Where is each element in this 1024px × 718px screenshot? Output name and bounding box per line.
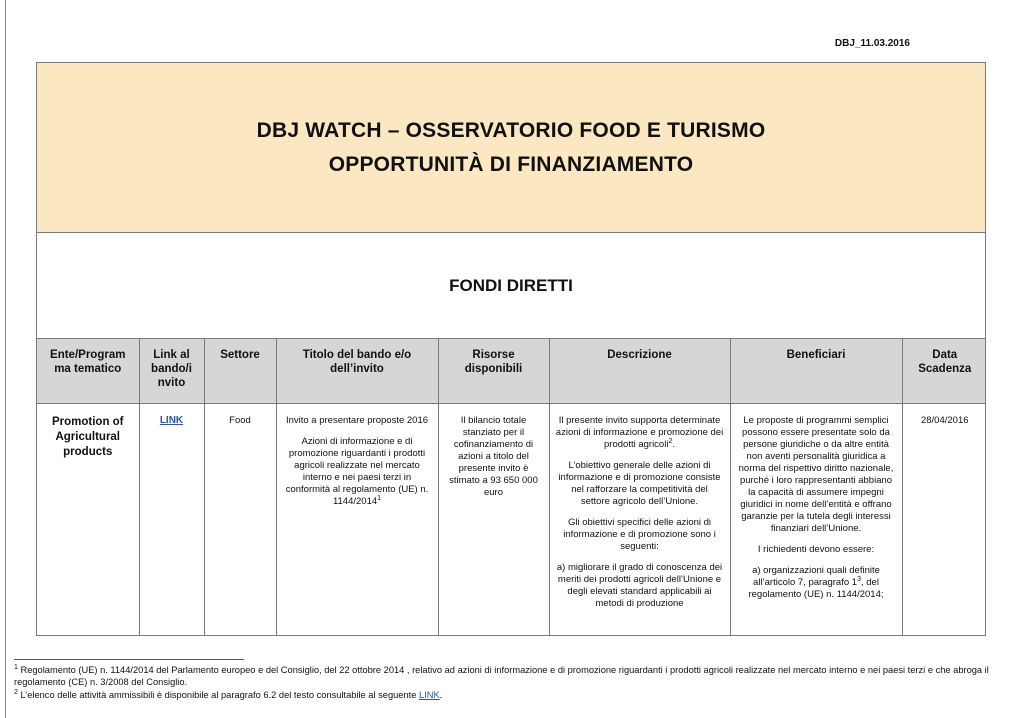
programme-name: Promotion of Agricultural products	[51, 415, 124, 458]
sector-value: Food	[229, 414, 251, 426]
footnote-2-end: .	[439, 690, 443, 700]
beneficiaries-para-1: Le proposte di programmi semplici possono essere presentate solo da persone giuridiche o da altre entità non aventi personalità giuridica a norma del rispettivo diritto nazionale, purché i loro rappresentanti abbiano la capacità di assumere impegni giuridici in nome dell’entità e offrano garanzie per la tutela degli interessi finanziari dell’Unione.	[738, 414, 894, 534]
header-deadline: Data Scadenza	[902, 339, 986, 403]
cell-link	[139, 403, 204, 636]
title-banner	[37, 63, 985, 233]
page-left-edge	[5, 0, 6, 718]
table-header-row	[37, 339, 986, 403]
cell-description	[549, 403, 730, 636]
footnotes	[14, 664, 1014, 702]
footnote-2-number: 2	[14, 688, 18, 696]
footnote-2-link[interactable]: LINK	[418, 690, 440, 700]
footnote-ref-3[interactable]: 3	[857, 575, 861, 583]
cell-deadline	[902, 403, 986, 636]
description-para-3: Gli obiettivi specifici delle azioni di informazione e di promozione sono i seguenti:	[563, 516, 716, 552]
description-para-2: L’obiettivo generale delle azioni di informazione e di promozione consiste nel rafforzare la competitività del settore agricolo dell’Unione.	[558, 459, 721, 507]
description-para-4: a) migliorare il grado di conoscenza dei meriti dei prodotti agricoli dell’Unione e degli elevati standard applicabili ai metodi di produzione	[556, 561, 723, 609]
call-title: Invito a presentare proposte 2016	[285, 414, 429, 426]
section-title: FONDI DIRETTI	[449, 275, 573, 295]
beneficiaries-para-3-end: , del regolamento (UE) n. 1144/2014;	[748, 576, 884, 600]
description-para-1	[556, 415, 724, 451]
header-programme: Ente/Program ma tematico	[37, 339, 139, 403]
footnote-1-text: Regolamento (UE) n. 1144/2014 del Parlamento europeo e del Consiglio, del 22 ottobre 2014 , relativo ad azioni di informazione e di promozione riguardanti i prodotti agricoli realizzate nel mercato interno e nei paesi terzi e che abroga il regolamento (CE) n. 3/2008 del Consiglio.	[14, 665, 989, 687]
footnote-ref-1[interactable]: 1	[377, 494, 382, 502]
funding-table	[37, 339, 986, 636]
footnote-2-text: L’elenco delle attività ammissibili è disponibile al paragrafo 6.2 del testo consultabile al seguente	[20, 690, 417, 700]
call-subject	[283, 436, 432, 508]
call-link[interactable]: LINK	[159, 414, 184, 426]
deadline-value: 28/04/2016	[920, 414, 969, 426]
header-sector: Settore	[204, 339, 276, 403]
beneficiaries-para-3-text: a) organizzazioni quali definite all’articolo 7, paragrafo 1	[752, 564, 880, 588]
banner-subtitle: OPPORTUNITÀ DI FINANZIAMENTO	[328, 152, 694, 176]
resources-text: Il bilancio totale stanziato per il cofinanziamento di azioni a titolo del presente invito è stimato a 93 650 000 euro	[449, 414, 538, 498]
cell-title	[276, 403, 438, 636]
description-para-1-end: .	[672, 438, 675, 450]
header-description: Descrizione	[549, 339, 730, 403]
header-resources: Risorse disponibili	[438, 339, 549, 403]
table-row	[37, 403, 986, 636]
banner-title: DBJ WATCH – OSSERVATORIO FOOD E TURISMO	[256, 118, 766, 142]
document-frame	[36, 62, 986, 636]
footnote-separator	[14, 659, 244, 660]
cell-beneficiaries	[730, 403, 902, 636]
footnote-ref-2[interactable]: 2	[668, 437, 673, 445]
cell-resources	[438, 403, 549, 636]
footnote-1	[14, 664, 1014, 688]
header-title: Titolo del bando e/o dell’invito	[276, 339, 438, 403]
beneficiaries-para-2: I richiedenti devono essere:	[757, 543, 875, 555]
description-para-1-text: Il presente invito supporta determinate azioni di informazione e promozione dei prodotti agricoli	[555, 414, 724, 450]
header-beneficiaries: Beneficiari	[730, 339, 902, 403]
cell-sector	[204, 403, 276, 636]
call-subject-text: Azioni di informazione e di promozione riguardanti i prodotti agricoli realizzate nel mercato interno e nei paesi terzi in conformità al regolamento (UE) n. 1144/2014	[285, 435, 429, 507]
cell-programme	[37, 403, 139, 636]
footnote-2	[14, 689, 1014, 701]
beneficiaries-para-3	[737, 565, 896, 601]
header-link: Link al bando/i nvito	[139, 339, 204, 403]
section-header	[37, 233, 985, 339]
footnote-1-number: 1	[14, 663, 18, 671]
document-code: DBJ_11.03.2016	[834, 38, 910, 49]
